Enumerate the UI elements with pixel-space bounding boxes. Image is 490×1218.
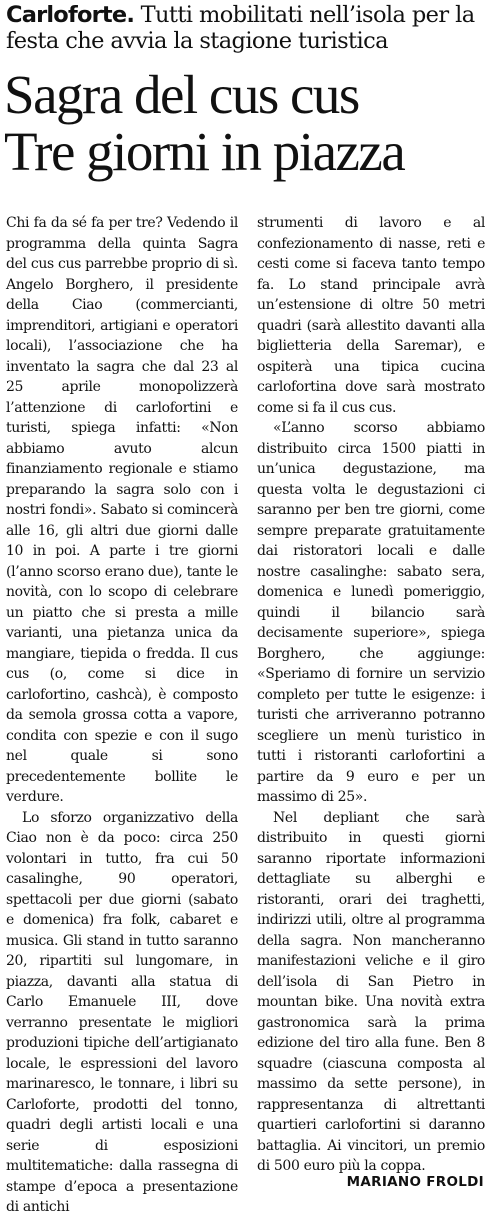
paragraph: Nel depliant che sarà distribuito in questi giorni saranno riportate informazioni dettagliate su alberghi e ristoranti, orari dei traghetti, indirizzi utili, oltre al programma della sagra. Non mancheranno manifestazioni veliche e il giro dell’isola di San Pietro in mountan bike. Una novità extra gastronomica sarà la prima edizione del tiro alla fune. Ben 8 squadre (ciascuna composta al massimo da sette persone), in rappresentanza di altrettanti quartieri carlofortini si daranno battaglia. Ai vincitori, un premio di 500 euro più la coppa.	[257, 809, 485, 1174]
article-headline	[4, 66, 490, 180]
kicker-text: Tutti mobilitati nell’isola per la festa che avvia la stagione turistica	[6, 2, 475, 54]
article-kicker	[6, 2, 486, 54]
paragraph: strumenti di lavoro e al confezionamento di nasse, reti e cesti come si faceva tanto tempo fa. Lo stand principale avrà un’estensione di oltre 50 metri quadri (sarà allestito davanti alla biglietteria della Saremar), e ospiterà una tipica cucina carlofortina dove sarà mostrato come si fa il cus cus.	[257, 215, 485, 416]
paragraph: «L’anno scorso abbiamo distribuito circa 1500 piatti in un’unica degustazione, ma questa volta le degustazioni ci saranno per ben tre giorni, come sempre preparate gratuitamente dai ristoratori locali e dalle nostre casalinghe: sabato sera, domenica e lunedì pomeriggio, quindi il bilancio sarà decisamente superiore», spiega Borghero, che aggiunge: «Speriamo di fornire un servizio completo per tutte le esigenze: i turisti che arriveranno potranno scegliere un menù turistico in tutti i ristoranti carlofortini a partire da 9 euro e per un massimo di 25».	[257, 420, 485, 805]
kicker-place: Carloforte.	[6, 2, 135, 28]
headline-line-2: Tre giorni in piazza	[4, 121, 405, 182]
article-column-left	[6, 213, 238, 1215]
author-first-name: MARIANO	[346, 1174, 422, 1190]
article-column-right	[257, 213, 485, 1174]
author-signature	[347, 1174, 484, 1190]
author-last-name: FROLDI	[426, 1174, 484, 1190]
headline-line-1: Sagra del cus cus	[4, 64, 359, 125]
paragraph: Lo sforzo organizzativo della Ciao non è da poco: circa 250 volontari in tutto, fra cui 50 casalinghe, 90 operatori, spettacoli per due giorni (sabato e domenica) fra folk, cabaret e musica. Gli stand in tutto saranno 20, ripartiti sul lungomare, in piazza, davanti alla statua di Carlo Emanuele III, dove verranno presentate le migliori produzioni tipiche dell’artigianato locale, le espressioni del lavoro marinaresco, le tonnare, i libri su Carloforte, prodotti del tonno, quadri degli artisti locali e una serie di esposizioni multitematiche: dalla rassegna di stampe d’epoca a presentazione di antichi	[6, 809, 238, 1215]
paragraph: Chi fa da sé fa per tre? Vedendo il programma della quinta Sagra del cus cus parrebbe proprio di sì. Angelo Borghero, il presidente della Ciao (commercianti, imprenditori, artigiani e operatori locali), l’associazione che ha inventato la sagra che dal 23 al 25 aprile monopolizzerà l’attenzione di carlofortini e turisti, spiega infatti: «Non abbiamo avuto alcun finanziamento regionale e stiamo preparando la sagra solo con i nostri fondi». Sabato si comincerà alle 16, gli altri due giorni dalle 10 in poi. A parte i tre giorni (l’anno scorso erano due), tante le novità, con lo scopo di celebrare un piatto che si presta a mille varianti, una pietanza unica da mangiare, tiepida o fredda. Il cus cus (o, come si dice in carlofortino, cashcà), è composto da semola grossa cotta a vapore, condita con spezie e con il sugo nel quale si sono precedentemente bollite le verdure.	[6, 215, 238, 805]
